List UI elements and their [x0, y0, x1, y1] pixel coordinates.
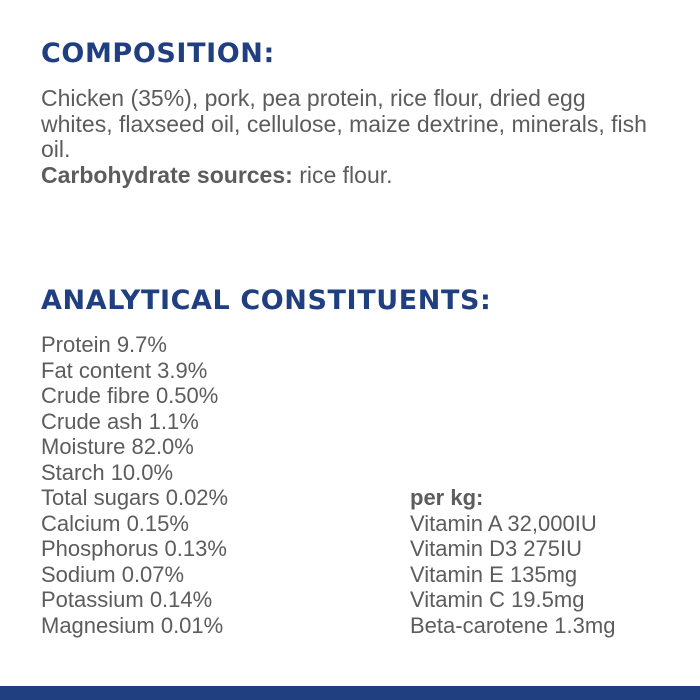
constituent-item: Moisture 82.0%	[41, 434, 194, 459]
composition-text	[41, 86, 661, 188]
constituent-item: Calcium 0.15%	[41, 510, 189, 536]
constituent-item: Total sugars 0.02%	[41, 485, 229, 510]
per-kg-label: per kg:	[410, 485, 484, 510]
constituent-item: Crude fibre 0.50%	[41, 383, 219, 408]
vitamin-item: Beta-carotene 1.3mg	[410, 612, 616, 638]
vitamins-per-kg-list	[410, 485, 615, 638]
constituent-item: Fat content 3.9%	[41, 357, 208, 383]
constituent-item: Magnesium 0.01%	[41, 612, 224, 638]
footer-bar	[0, 686, 700, 700]
constituent-item: Protein 9.7%	[41, 332, 167, 357]
constituent-item: Starch 10.0%	[41, 459, 174, 485]
constituent-item: Sodium 0.07%	[41, 561, 185, 587]
carbohydrate-sources-value: rice flour.	[292, 161, 393, 188]
carbohydrate-sources-label: Carbohydrate sources:	[41, 161, 293, 188]
composition-heading: COMPOSITION:	[41, 38, 275, 69]
constituents-list	[41, 332, 228, 638]
constituent-item: Crude ash 1.1%	[41, 408, 199, 434]
constituent-item: Potassium 0.14%	[41, 587, 213, 612]
vitamin-item: Vitamin A 32,000IU	[410, 510, 597, 536]
vitamin-item: Vitamin C 19.5mg	[410, 587, 585, 612]
composition-ingredients: Chicken (35%), pork, pea protein, rice flour, dried egg whites, flaxseed oil, cellulose, maize dextrine, minerals, fish oil.	[41, 85, 647, 162]
constituent-item: Phosphorus 0.13%	[41, 536, 227, 561]
analytical-constituents-heading: ANALYTICAL CONSTITUENTS:	[41, 285, 492, 316]
vitamin-item: Vitamin D3 275IU	[410, 536, 583, 561]
vitamin-item: Vitamin E 135mg	[410, 561, 578, 587]
